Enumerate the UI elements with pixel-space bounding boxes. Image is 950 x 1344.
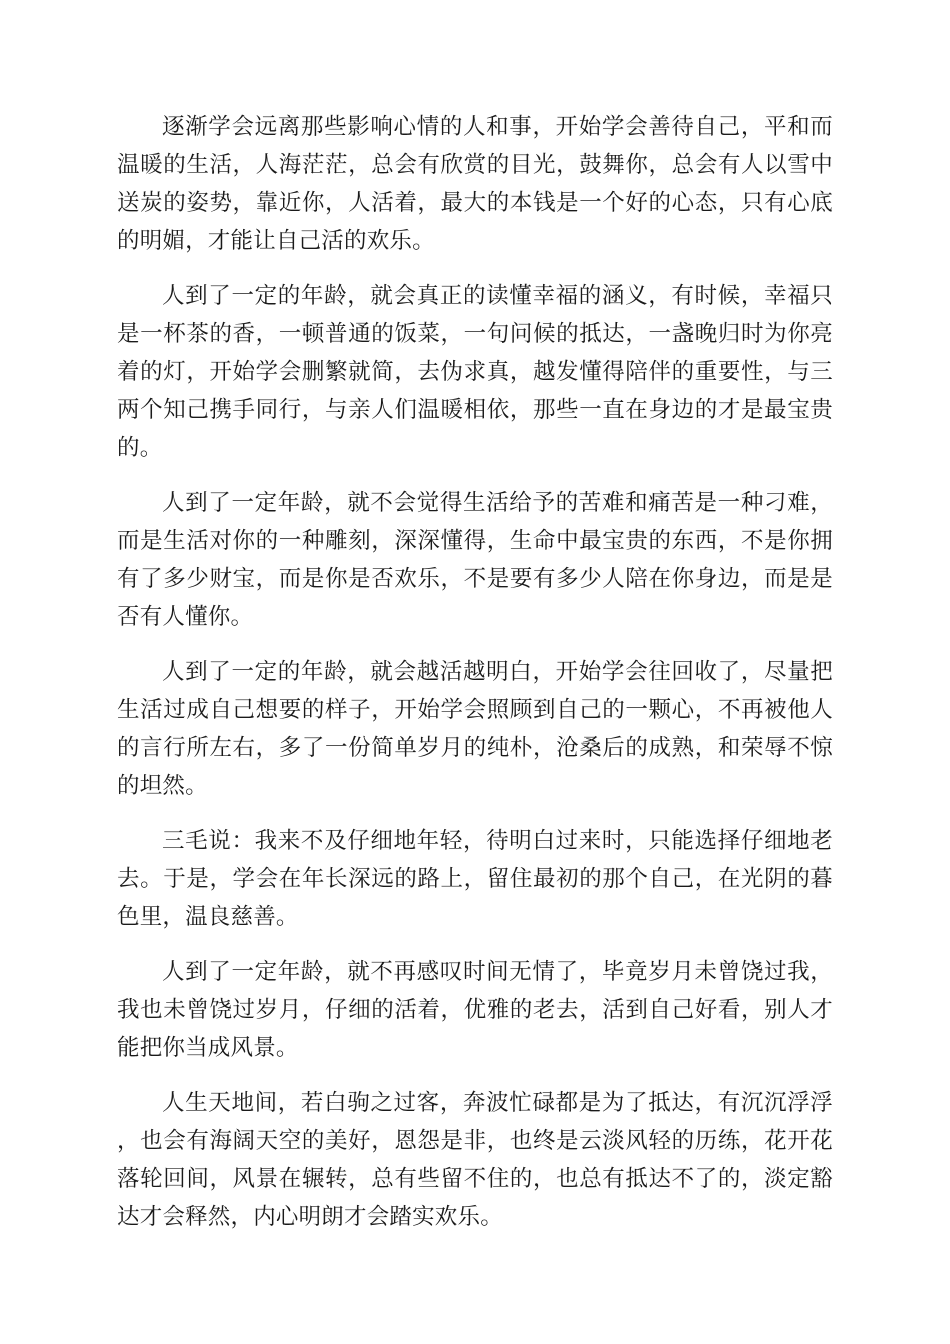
paragraph-6: 人到了一定年龄，就不再感叹时间无情了，毕竟岁月未曾饶过我，我也未曾饶过岁月，仔细的活着，优雅的老去，活到自己好看，别人才能把你当成风景。 [117,959,833,1061]
paragraph-5: 三毛说：我来不及仔细地年轻，待明白过来时，只能选择仔细地老去。于是，学会在年长深远的路上，留住最初的那个自己，在光阴的暮色里，温良慈善。 [117,828,833,930]
paragraph-4: 人到了一定的年龄，就会越活越明白，开始学会往回收了，尽量把生活过成自己想要的样子，开始学会照顾到自己的一颗心，不再被他人的言行所左右，多了一份简单岁月的纯朴，沧桑后的成熟，和荣辱不惊的坦然。 [117,659,833,799]
paragraph-3: 人到了一定年龄，就不会觉得生活给予的苦难和痛苦是一种刁难，而是生活对你的一种雕刻，深深懂得，生命中最宝贵的东西，不是你拥有了多少财宝，而是你是否欢乐，不是要有多少人陪在你身边，而是是否有人懂你。 [117,490,833,630]
paragraph-2: 人到了一定的年龄，就会真正的读懂幸福的涵义，有时候，幸福只是一杯茶的香，一顿普通的饭菜，一句问候的抵达，一盏晚归时为你亮着的灯，开始学会删繁就简，去伪求真，越发懂得陪伴的重要性，与三两个知己携手同行，与亲人们温暖相依，那些一直在身边的才是最宝贵的。 [117,283,833,461]
paragraph-7: 人生天地间，若白驹之过客，奔波忙碌都是为了抵达，有沉沉浮浮，也会有海阔天空的美好，恩怨是非，也终是云淡风轻的历练，花开花落轮回间，风景在辗转，总有些留不住的，也总有抵达不了的，淡定豁达才会释然，内心明朗才会踏实欢乐。 [117,1090,833,1230]
paragraph-1: 逐渐学会远离那些影响心情的人和事，开始学会善待自己，平和而温暖的生活，人海茫茫，总会有欣赏的目光，鼓舞你，总会有人以雪中送炭的姿势，靠近你，人活着，最大的本钱是一个好的心态，只有心底的明媚，才能让自己活的欢乐。 [117,114,833,254]
document-body [117,108,833,1253]
